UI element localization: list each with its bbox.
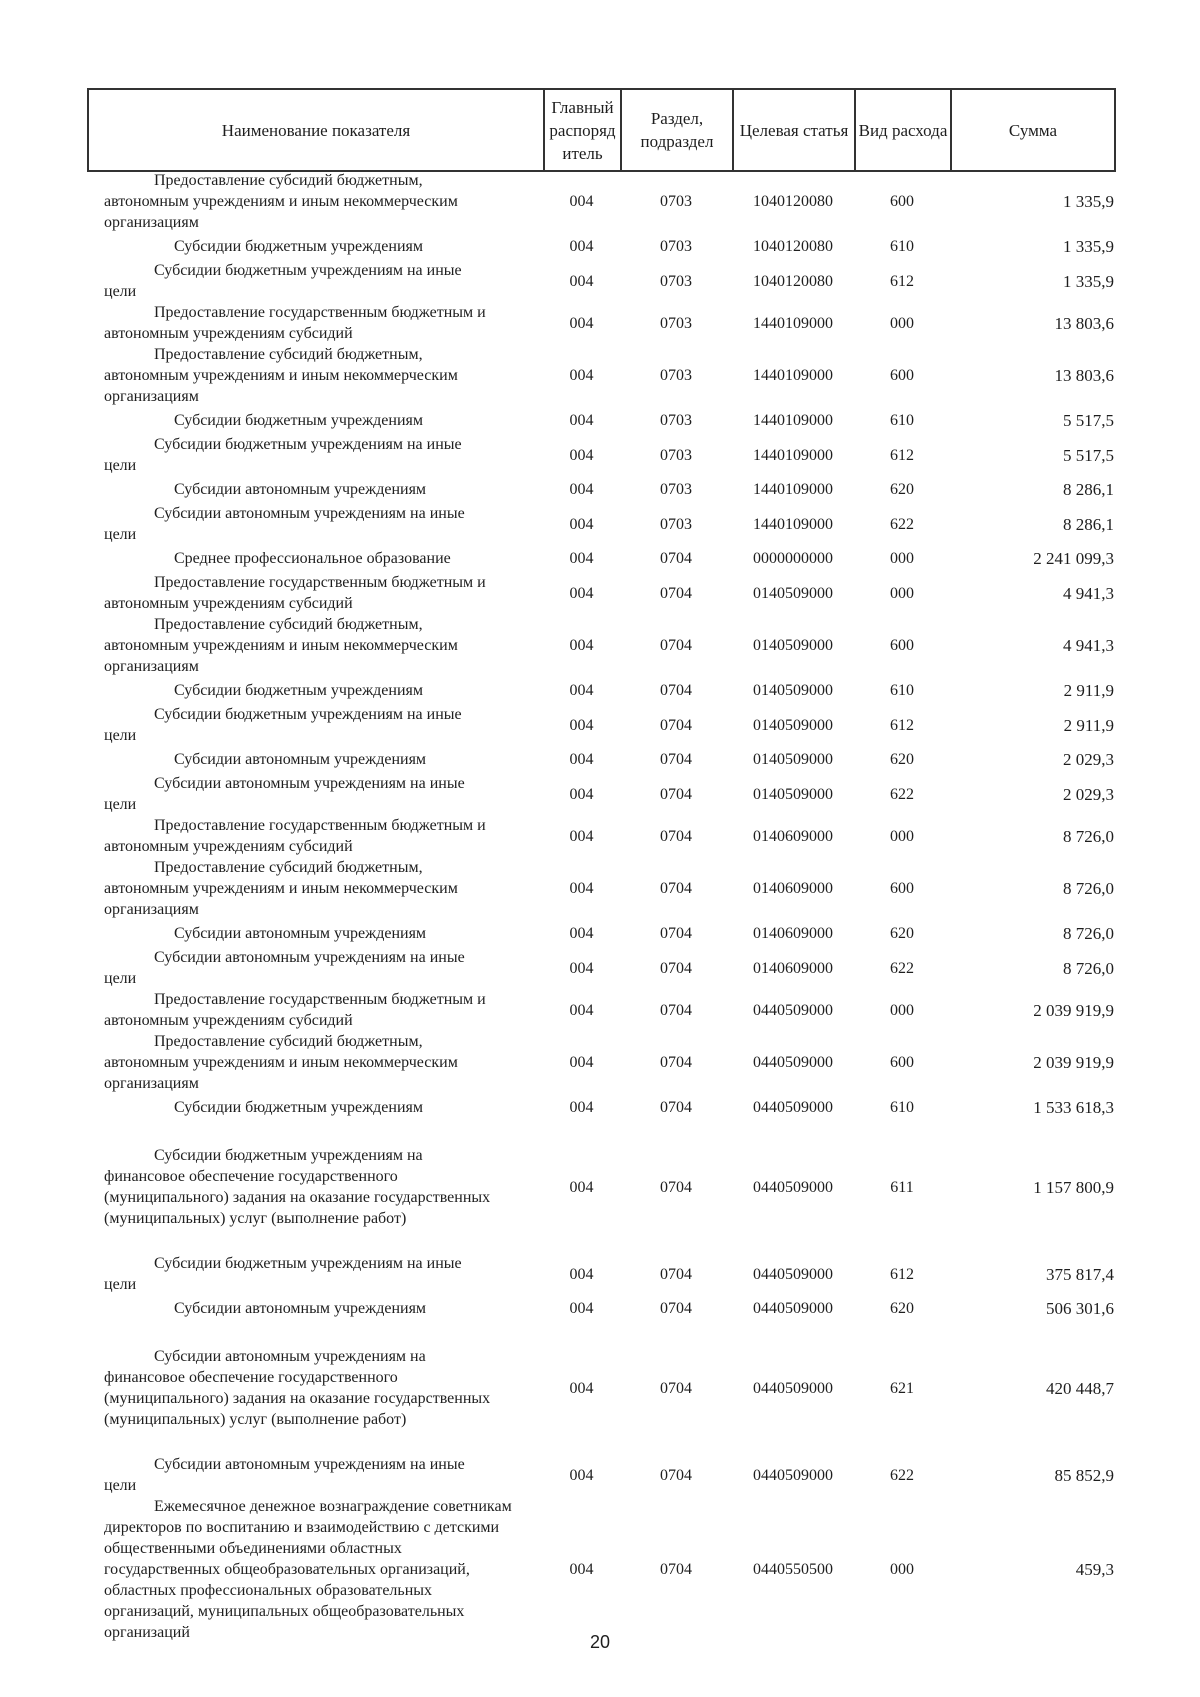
table-row: [87, 614, 1114, 677]
row-name-line: организациям: [104, 658, 199, 675]
table-row: [87, 746, 1114, 773]
row-kind: 620: [890, 751, 914, 768]
row-target: 1440109000: [753, 481, 833, 498]
row-admin: 004: [569, 751, 594, 768]
row-name-line: Предоставление субсидий бюджетным,: [154, 346, 423, 363]
table-row: [87, 434, 1114, 476]
row-kind: 600: [890, 193, 914, 210]
row-sum: 1 533 618,3: [1033, 1098, 1114, 1117]
row-sum: 8 286,1: [1063, 514, 1114, 534]
row-name-line: государственных общеобразовательных организаций,: [104, 1561, 470, 1578]
row-name-line: финансовое обеспечение государственного: [104, 1168, 398, 1185]
row-name-line: Субсидии бюджетным учреждениям на иные: [154, 262, 462, 279]
row-target: 0140509000: [753, 785, 833, 803]
header-admin: Главный распоряд итель: [544, 89, 621, 171]
row-name-line: Субсидии бюджетным учреждениям на: [154, 1147, 423, 1164]
row-name: [87, 302, 543, 344]
row-section: 0704: [660, 1265, 692, 1283]
row-admin: 004: [569, 785, 594, 803]
row-kind: 622: [890, 785, 914, 803]
row-target: 1040120080: [753, 272, 833, 290]
row-kind: 000: [890, 1561, 914, 1578]
row-name-line: общественными объединениями областных: [104, 1540, 402, 1557]
row-name-line: Субсидии автономным учреждениям на иные: [154, 505, 465, 522]
table-row: [87, 1094, 1114, 1121]
row-sum: 2 911,9: [1063, 681, 1114, 700]
row-name-line: цели: [104, 970, 137, 987]
row-sum: 1 157 800,9: [1033, 1177, 1114, 1197]
row-name: [87, 407, 543, 434]
row-name-line: Ежемесячное денежное вознаграждение советникам: [154, 1498, 512, 1515]
row-target: 0140609000: [753, 959, 833, 977]
row-name-line: автономным учреждениям и иным некоммерческим: [104, 637, 458, 654]
row-name: [87, 773, 543, 815]
row-sum: 2 029,3: [1063, 750, 1114, 769]
row-name-line: Предоставление государственным бюджетным и: [154, 304, 486, 321]
row-name-line: цели: [104, 1477, 137, 1494]
row-section: 0703: [660, 412, 692, 429]
page-number: 20: [589, 1632, 611, 1652]
row-admin: 004: [569, 880, 594, 897]
row-sum: 459,3: [1075, 1560, 1114, 1579]
row-section: 0704: [660, 1379, 692, 1397]
row-section: 0704: [660, 682, 692, 699]
row-name-line: Субсидии бюджетным учреждениям на иные: [154, 436, 462, 453]
row-admin: 004: [569, 959, 594, 977]
row-sum: 5 517,5: [1063, 445, 1114, 465]
row-name-line: цели: [104, 283, 137, 300]
table-body: [87, 170, 1114, 1643]
row-target: 1040120080: [753, 193, 833, 210]
row-name-line: Субсидии бюджетным учреждениям на иные: [154, 706, 462, 723]
row-name-line: (муниципального) задания на оказание государственных: [104, 1390, 491, 1407]
row-sum: 8 726,0: [1063, 826, 1114, 846]
row-sum: 8 726,0: [1063, 879, 1114, 898]
row-name-line: (муниципальных) услуг (выполнение работ): [104, 1210, 407, 1227]
row-target: 1440109000: [753, 515, 833, 533]
row-name-line: Субсидии автономным учреждениям на иные: [154, 949, 465, 966]
row-kind: 612: [890, 446, 914, 464]
row-kind: 622: [890, 1466, 914, 1484]
row-name-line: цели: [104, 1276, 137, 1293]
row-section: 0704: [660, 1001, 692, 1019]
row-name-line: Субсидии бюджетным учреждениям: [174, 238, 423, 255]
row-name-line: организациям: [104, 388, 199, 405]
row-section: 0703: [660, 193, 692, 210]
row-name-line: Предоставление государственным бюджетным и: [154, 991, 486, 1008]
row-section: 0704: [660, 550, 692, 567]
row-name-line: Субсидии бюджетным учреждениям на иные: [154, 1255, 462, 1272]
header-section: Раздел, подраздел: [621, 89, 733, 171]
row-target: 1040120080: [753, 238, 833, 255]
row-target: 0440509000: [753, 1466, 833, 1484]
table-row: [87, 1031, 1114, 1094]
row-name-line: Субсидии автономным учреждениям на: [154, 1348, 426, 1365]
row-sum: 85 852,9: [1054, 1465, 1114, 1485]
row-name: [87, 1094, 543, 1121]
row-name: [87, 989, 543, 1031]
row-sum: 2 241 099,3: [1033, 549, 1114, 568]
row-name-line: цели: [104, 796, 137, 813]
row-admin: 004: [569, 1379, 594, 1397]
row-section: 0704: [660, 1561, 692, 1578]
table-row: [87, 1253, 1114, 1295]
row-name-line: автономным учреждениям и иным некоммерческим: [104, 1054, 458, 1071]
row-name: [87, 1121, 543, 1253]
row-admin: 004: [569, 1466, 594, 1484]
row-kind: 621: [890, 1379, 914, 1397]
header-sum: Сумма: [951, 89, 1115, 171]
row-name: [87, 545, 543, 572]
row-target: 1440109000: [753, 367, 833, 384]
row-name: [87, 704, 543, 746]
row-kind: 610: [890, 1099, 914, 1116]
row-admin: 004: [569, 637, 594, 654]
table-row: [87, 989, 1114, 1031]
row-target: 0440550500: [753, 1561, 833, 1578]
row-target: 1440109000: [753, 446, 833, 464]
row-kind: 600: [890, 880, 914, 897]
table-row: [87, 1121, 1114, 1253]
row-name-line: Субсидии бюджетным учреждениям: [174, 1099, 423, 1116]
row-name-line: Субсидии бюджетным учреждениям: [174, 682, 423, 699]
row-name: [87, 1253, 543, 1295]
row-section: 0703: [660, 481, 692, 498]
row-target: 1440109000: [753, 412, 833, 429]
row-section: 0704: [660, 1054, 692, 1071]
row-admin: 004: [569, 314, 594, 332]
row-sum: 375 817,4: [1046, 1264, 1114, 1284]
row-admin: 004: [569, 682, 594, 699]
row-admin: 004: [569, 550, 594, 567]
row-target: 0440509000: [753, 1054, 833, 1071]
row-section: 0703: [660, 515, 692, 533]
row-section: 0704: [660, 959, 692, 977]
row-name-line: Предоставление субсидий бюджетным,: [154, 859, 423, 876]
table-row: [87, 1295, 1114, 1322]
row-section: 0704: [660, 751, 692, 768]
row-kind: 620: [890, 1300, 914, 1317]
row-kind: 610: [890, 412, 914, 429]
row-name-line: цели: [104, 457, 137, 474]
row-target: 0140509000: [753, 682, 833, 699]
row-target: 0440509000: [753, 1001, 833, 1019]
row-admin: 004: [569, 827, 594, 845]
table-row: [87, 1454, 1114, 1496]
row-target: 0440509000: [753, 1099, 833, 1116]
row-admin: 004: [569, 515, 594, 533]
row-name-line: цели: [104, 526, 137, 543]
row-kind: 611: [890, 1178, 914, 1196]
row-name-line: Субсидии автономным учреждениям: [174, 925, 427, 942]
row-name-line: организаций, муниципальных общеобразовательных: [104, 1603, 465, 1620]
row-sum: 13 803,6: [1054, 313, 1114, 333]
table-row: [87, 302, 1114, 344]
table-header: [87, 88, 1116, 172]
row-kind: 000: [890, 314, 914, 332]
table-row: [87, 947, 1114, 989]
table-row: [87, 1322, 1114, 1454]
row-admin: 004: [569, 1265, 594, 1283]
row-section: 0704: [660, 1466, 692, 1484]
row-target: 0140509000: [753, 716, 833, 734]
row-section: 0704: [660, 1178, 692, 1196]
row-section: 0704: [660, 1099, 692, 1116]
row-sum: 8 726,0: [1063, 924, 1114, 943]
table-row: [87, 572, 1114, 614]
row-target: 0140609000: [753, 925, 833, 942]
row-name-line: Предоставление государственным бюджетным и: [154, 574, 486, 591]
row-name-line: Предоставление субсидий бюджетным,: [154, 616, 423, 633]
row-name-line: Субсидии автономным учреждениям на иные: [154, 775, 465, 792]
row-name: [87, 344, 543, 407]
row-admin: 004: [569, 1300, 594, 1317]
row-target: 1440109000: [753, 314, 833, 332]
row-target: 0140509000: [753, 751, 833, 768]
row-admin: 004: [569, 272, 594, 290]
row-kind: 622: [890, 515, 914, 533]
row-kind: 000: [890, 827, 914, 845]
row-name: [87, 815, 543, 857]
row-name: [87, 746, 543, 773]
row-sum: 420 448,7: [1046, 1378, 1114, 1398]
row-kind: 610: [890, 682, 914, 699]
row-target: 0440509000: [753, 1178, 833, 1196]
row-admin: 004: [569, 584, 594, 602]
row-kind: 600: [890, 367, 914, 384]
row-name: [87, 233, 543, 260]
row-name: [87, 1031, 543, 1094]
row-name-line: директоров по воспитанию и взаимодействию с детскими: [104, 1519, 500, 1536]
row-admin: 004: [569, 925, 594, 942]
row-name-line: Предоставление государственным бюджетным и: [154, 817, 486, 834]
row-section: 0704: [660, 716, 692, 734]
row-sum: 2 039 919,9: [1033, 1000, 1114, 1020]
row-sum: 2 911,9: [1063, 715, 1114, 735]
header-kind: Вид расхода: [855, 89, 951, 171]
row-section: 0704: [660, 785, 692, 803]
table-row: [87, 476, 1114, 503]
row-kind: 000: [890, 550, 914, 567]
row-kind: 612: [890, 716, 914, 734]
row-sum: 8 726,0: [1063, 958, 1114, 978]
row-name-line: автономным учреждениям субсидий: [104, 838, 353, 855]
row-name-line: автономным учреждениям субсидий: [104, 1012, 353, 1029]
header-target: Целевая статья: [733, 89, 855, 171]
row-section: 0703: [660, 272, 692, 290]
row-sum: 5 517,5: [1063, 411, 1114, 430]
row-name-line: Предоставление субсидий бюджетным,: [154, 1033, 423, 1050]
row-admin: 004: [569, 1001, 594, 1019]
table-row: [87, 344, 1114, 407]
row-admin: 004: [569, 1561, 594, 1578]
row-admin: 004: [569, 1178, 594, 1196]
row-sum: 1 335,9: [1063, 237, 1114, 256]
row-section: 0704: [660, 1300, 692, 1317]
row-name: [87, 1322, 543, 1454]
row-admin: 004: [569, 446, 594, 464]
row-kind: 600: [890, 637, 914, 654]
row-kind: 000: [890, 1001, 914, 1019]
row-name-line: Субсидии автономным учреждениям: [174, 481, 427, 498]
row-name: [87, 920, 543, 947]
row-name-line: финансовое обеспечение государственного: [104, 1369, 398, 1386]
row-name: [87, 170, 543, 233]
row-name-line: Среднее профессиональное образование: [174, 550, 451, 567]
row-section: 0704: [660, 925, 692, 942]
table-row: [87, 920, 1114, 947]
row-target: 0440509000: [753, 1265, 833, 1283]
row-section: 0704: [660, 637, 692, 654]
row-kind: 000: [890, 584, 914, 602]
row-kind: 620: [890, 481, 914, 498]
row-target: 0140509000: [753, 637, 833, 654]
row-name: [87, 857, 543, 920]
table-row: [87, 704, 1114, 746]
row-name-line: цели: [104, 727, 137, 744]
row-section: 0703: [660, 314, 692, 332]
row-name-line: автономным учреждениям и иным некоммерческим: [104, 880, 458, 897]
row-target: 0140609000: [753, 827, 833, 845]
row-sum: 1 335,9: [1063, 192, 1114, 211]
table-row: [87, 815, 1114, 857]
row-name-line: автономным учреждениям субсидий: [104, 325, 353, 342]
row-admin: 004: [569, 193, 594, 210]
row-kind: 612: [890, 272, 914, 290]
row-target: 0000000000: [753, 550, 833, 567]
row-admin: 004: [569, 412, 594, 429]
row-name-line: (муниципальных) услуг (выполнение работ): [104, 1411, 407, 1428]
row-name-line: Субсидии автономным учреждениям: [174, 751, 427, 768]
row-name: [87, 1295, 543, 1322]
row-admin: 004: [569, 238, 594, 255]
row-name: [87, 677, 543, 704]
row-section: 0703: [660, 367, 692, 384]
row-target: 0440509000: [753, 1379, 833, 1397]
table-row: [87, 407, 1114, 434]
row-name-line: организациям: [104, 1075, 199, 1092]
row-section: 0704: [660, 584, 692, 602]
row-section: 0704: [660, 880, 692, 897]
row-name: [87, 572, 543, 614]
row-name-line: Субсидии автономным учреждениям: [174, 1300, 427, 1317]
row-name-line: автономным учреждениям и иным некоммерческим: [104, 193, 458, 210]
row-name: [87, 614, 543, 677]
row-name: [87, 434, 543, 476]
row-sum: 2 029,3: [1063, 784, 1114, 804]
row-section: 0703: [660, 446, 692, 464]
row-name-line: организациям: [104, 901, 199, 918]
row-kind: 612: [890, 1265, 914, 1283]
row-name: [87, 1496, 543, 1643]
table-row: [87, 503, 1114, 545]
row-target: 0440509000: [753, 1300, 833, 1317]
table-row: [87, 260, 1114, 302]
row-name-line: организаций: [104, 1624, 190, 1641]
row-admin: 004: [569, 1099, 594, 1116]
table-row: [87, 1496, 1114, 1643]
row-admin: 004: [569, 481, 594, 498]
row-name: [87, 947, 543, 989]
table-row: [87, 233, 1114, 260]
row-name-line: (муниципального) задания на оказание государственных: [104, 1189, 491, 1206]
row-sum: 2 039 919,9: [1033, 1053, 1114, 1072]
row-section: 0703: [660, 238, 692, 255]
table-row: [87, 857, 1114, 920]
row-name-line: автономным учреждениям субсидий: [104, 595, 353, 612]
row-kind: 610: [890, 238, 914, 255]
row-kind: 620: [890, 925, 914, 942]
header-name: Наименование показателя: [88, 89, 544, 171]
row-name-line: Субсидии бюджетным учреждениям: [174, 412, 423, 429]
row-admin: 004: [569, 716, 594, 734]
row-name-line: организациям: [104, 214, 199, 231]
row-name-line: Предоставление субсидий бюджетным,: [154, 172, 423, 189]
table-row: [87, 545, 1114, 572]
row-name: [87, 1454, 543, 1496]
row-kind: 600: [890, 1054, 914, 1071]
row-sum: 506 301,6: [1046, 1299, 1114, 1318]
row-kind: 622: [890, 959, 914, 977]
row-admin: 004: [569, 1054, 594, 1071]
row-name: [87, 503, 543, 545]
row-name: [87, 476, 543, 503]
row-section: 0704: [660, 827, 692, 845]
row-name-line: Субсидии автономным учреждениям на иные: [154, 1456, 465, 1473]
row-name: [87, 260, 543, 302]
row-sum: 1 335,9: [1063, 271, 1114, 291]
row-name-line: областных профессиональных образовательных: [104, 1582, 433, 1599]
row-sum: 8 286,1: [1063, 480, 1114, 499]
row-sum: 4 941,3: [1063, 583, 1114, 603]
row-target: 0140609000: [753, 880, 833, 897]
row-admin: 004: [569, 367, 594, 384]
table-row: [87, 677, 1114, 704]
row-sum: 13 803,6: [1054, 366, 1114, 385]
table-row: [87, 773, 1114, 815]
table-row: [87, 170, 1114, 233]
row-sum: 4 941,3: [1063, 636, 1114, 655]
row-target: 0140509000: [753, 584, 833, 602]
row-name-line: автономным учреждениям и иным некоммерческим: [104, 367, 458, 384]
